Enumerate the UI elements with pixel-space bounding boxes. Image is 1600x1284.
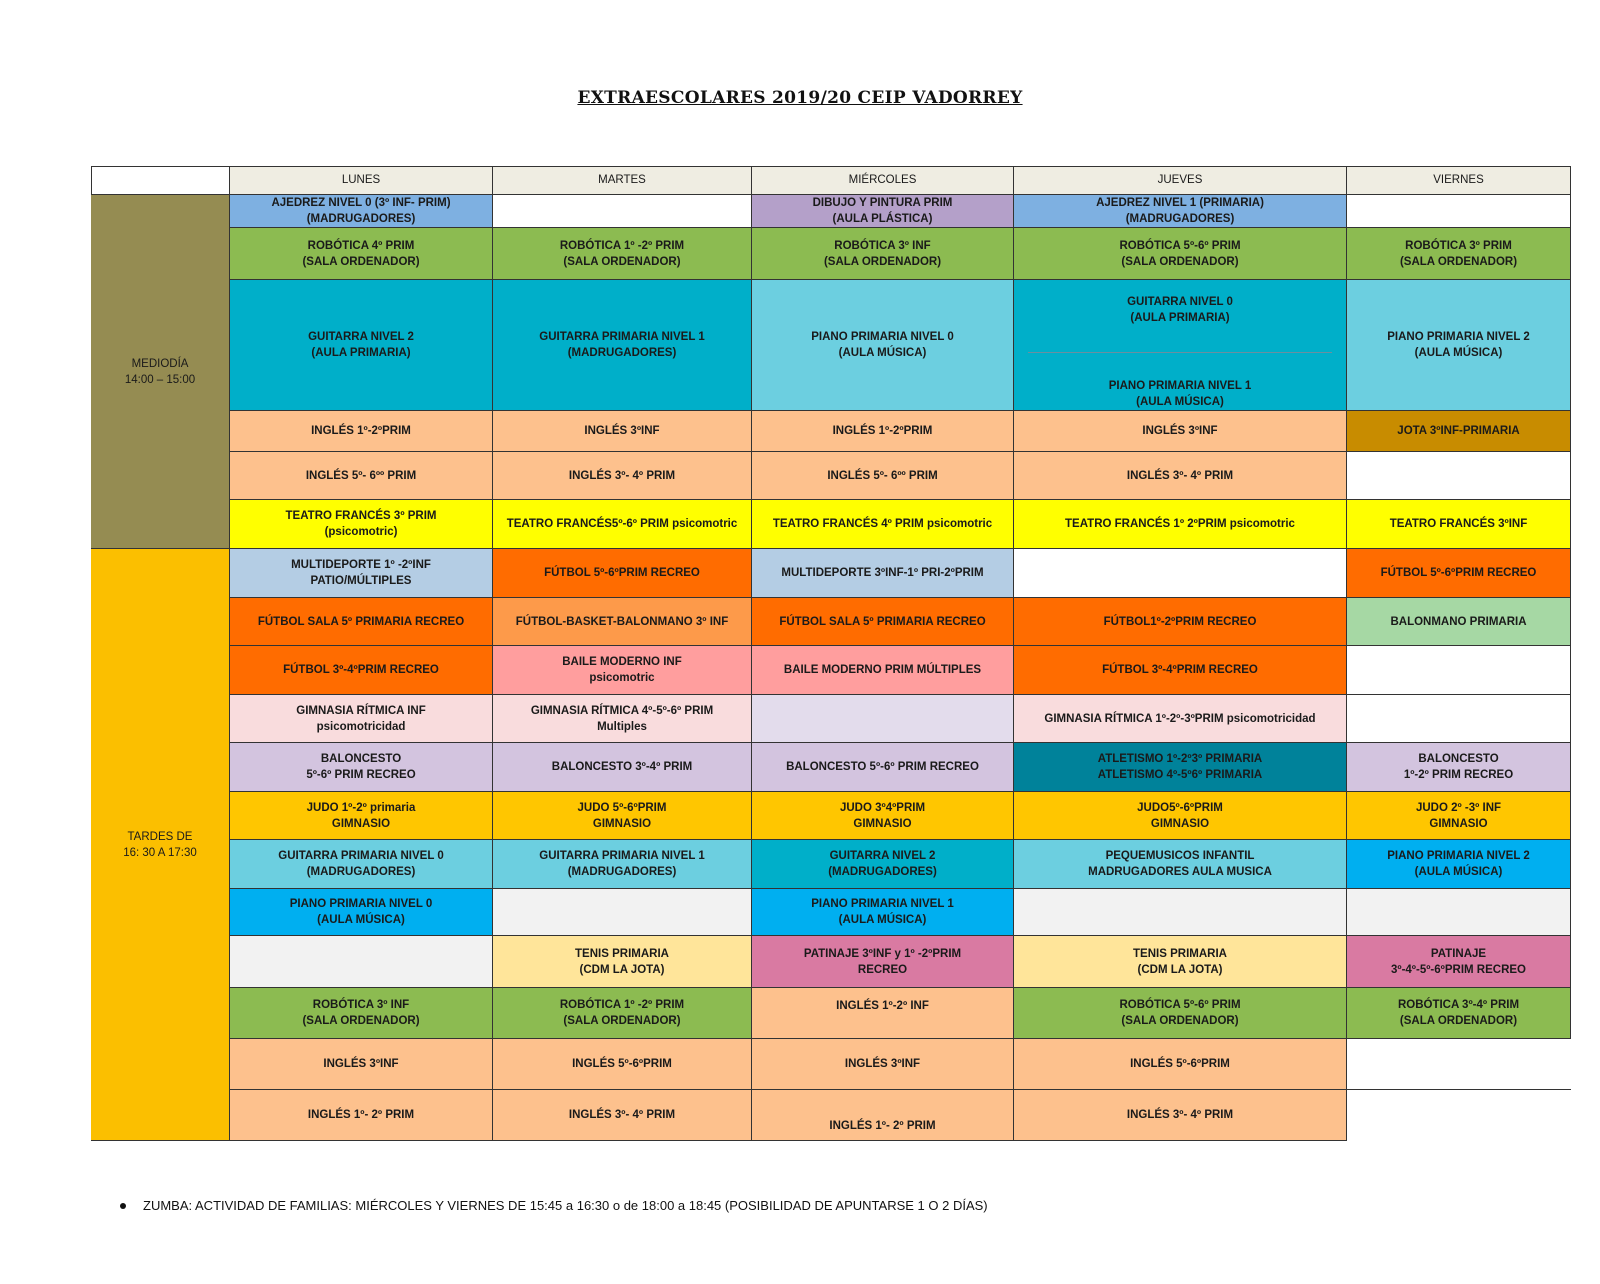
activity-cell: TENIS PRIMARIA (CDM LA JOTA) [1014,936,1347,988]
activity-cell: AJEDREZ NIVEL 0 (3º INF- PRIM) (MADRUGADORES) [230,195,493,228]
activity-cell: PIANO PRIMARIA NIVEL 1 (AULA MÚSICA) [752,889,1014,936]
activity-cell: TENIS PRIMARIA (CDM LA JOTA) [493,936,752,988]
activity-cell: INGLÉS 5º- 6ºº PRIM [752,452,1014,500]
activity-cell: FÚTBOL 3º-4ºPRIM RECREO [230,646,493,695]
activity-cell: TEATRO FRANCÉS 3º PRIM (psicomotric) [230,500,493,549]
activity-cell: INGLÉS 5º- 6ºº PRIM [230,452,493,500]
activity-cell: INGLÉS 3ºINF [1014,411,1347,452]
activity-cell: GUITARRA NIVEL 2 (AULA PRIMARIA) [230,280,493,411]
empty-cell [1347,1090,1571,1141]
activity-cell: PEQUEMUSICOS INFANTIL MADRUGADORES AULA MUSICA [1014,840,1347,889]
activity-cell: TEATRO FRANCÉS 1º 2ºPRIM psicomotric [1014,500,1347,549]
day-header-3: MIÉRCOLES [752,166,1014,195]
empty-cell [1347,646,1571,695]
activity-cell: PIANO PRIMARIA NIVEL 2 (AULA MÚSICA) [1347,280,1571,411]
day-header-4: JUEVES [1014,166,1347,195]
activity-cell: TEATRO FRANCÉS5º-6º PRIM psicomotric [493,500,752,549]
activity-cell: INGLÉS 1º- 2º PRIM [752,1090,1014,1141]
activity-cell: ROBÓTICA 1º -2º PRIM (SALA ORDENADOR) [493,988,752,1039]
activity-cell: JOTA 3ºINF-PRIMARIA [1347,411,1571,452]
activity-cell: ROBÓTICA 4º PRIM (SALA ORDENADOR) [230,228,493,280]
activity-cell: PATINAJE 3º-4º-5º-6ºPRIM RECREO [1347,936,1571,988]
activity-cell: ROBÓTICA 3º PRIM (SALA ORDENADOR) [1347,228,1571,280]
activity-cell: MULTIDEPORTE 1º -2ºINF PATIO/MÚLTIPLES [230,549,493,598]
empty-cell [1347,195,1571,228]
activity-cell: FÚTBOL 5º-6ºPRIM RECREO [1347,549,1571,598]
activity-cell: ATLETISMO 1º-2º3º PRIMARIA ATLETISMO 4º-5º6º PRIMARIA [1014,743,1347,792]
day-header-1: LUNES [230,166,493,195]
cell-divider [1028,352,1333,353]
empty-cell [752,695,1014,743]
empty-cell [1347,695,1571,743]
day-header-5: VIERNES [1347,166,1571,195]
page-title: EXTRAESCOLARES 2019/20 CEIP VADORREY [577,88,1023,108]
activity-cell: GUITARRA PRIMARIA NIVEL 0 (MADRUGADORES) [230,840,493,889]
activity-cell: INGLÉS 1º- 2º PRIM [230,1090,493,1141]
activity-cell: GUITARRA NIVEL 0 (AULA PRIMARIA) [1127,296,1233,324]
activity-cell: FÚTBOL 3º-4ºPRIM RECREO [1014,646,1347,695]
activity-cell: JUDO 1º-2º primaria GIMNASIO [230,792,493,840]
activity-cell-split [1014,280,1347,411]
empty-cell [1347,452,1571,500]
day-header-2: MARTES [493,166,752,195]
activity-cell: GUITARRA PRIMARIA NIVEL 1 (MADRUGADORES) [493,280,752,411]
footnote-text: ZUMBA: ACTIVIDAD DE FAMILIAS: MIÉRCOLES Y VIERNES DE 15:45 a 16:30 o de 18:00 a 18:45 (POSIBILIDAD DE APUNTARSE 1 O 2 DÍAS) [143,1198,988,1213]
activity-cell: FÚTBOL-BASKET-BALONMANO 3º INF [493,598,752,646]
activity-cell: PATINAJE 3ºINF y 1º -2ºPRIM RECREO [752,936,1014,988]
activity-cell: FÚTBOL SALA 5º PRIMARIA RECREO [230,598,493,646]
activity-cell: INGLÉS 5º-6ºPRIM [1014,1039,1347,1090]
activity-cell: AJEDREZ NIVEL 1 (PRIMARIA) (MADRUGADORES) [1014,195,1347,228]
activity-cell: BAILE MODERNO INF psicomotric [493,646,752,695]
activity-cell: PIANO PRIMARIA NIVEL 1 (AULA MÚSICA) [1108,380,1252,408]
activity-cell: PIANO PRIMARIA NIVEL 0 (AULA MÚSICA) [230,889,493,936]
activity-cell: BALONCESTO 5º-6º PRIM RECREO [752,743,1014,792]
activity-cell: PIANO PRIMARIA NIVEL 0 (AULA MÚSICA) [752,280,1014,411]
activity-cell: GUITARRA NIVEL 2 (MADRUGADORES) [752,840,1014,889]
activity-cell: JUDO 2º -3º INF GIMNASIO [1347,792,1571,840]
empty-cell [230,936,493,988]
activity-cell: INGLÉS 3ºINF [752,1039,1014,1090]
activity-cell: ROBÓTICA 1º -2º PRIM (SALA ORDENADOR) [493,228,752,280]
activity-cell: INGLÉS 3º- 4º PRIM [1014,452,1347,500]
activity-cell: FÚTBOL SALA 5º PRIMARIA RECREO [752,598,1014,646]
empty-cell [1347,889,1571,936]
activity-cell: BALONCESTO 3º-4º PRIM [493,743,752,792]
activity-cell: ROBÓTICA 3º INF (SALA ORDENADOR) [752,228,1014,280]
activity-cell: ROBÓTICA 5º-6º PRIM (SALA ORDENADOR) [1014,228,1347,280]
activity-cell: BALONCESTO 1º-2º PRIM RECREO [1347,743,1571,792]
activity-cell: FÚTBOL 5º-6ºPRIM RECREO [493,549,752,598]
activity-cell: INGLÉS 3ºINF [230,1039,493,1090]
activity-cell: INGLÉS 3º- 4º PRIM [493,1090,752,1141]
activity-cell: JUDO 5º-6ºPRIM GIMNASIO [493,792,752,840]
activity-cell: INGLÉS 1º-2ºPRIM [230,411,493,452]
activity-cell: BALONCESTO 5º-6º PRIM RECREO [230,743,493,792]
activity-cell: JUDO5º-6ºPRIM GIMNASIO [1014,792,1347,840]
activity-cell: DIBUJO Y PINTURA PRIM (AULA PLÁSTICA) [752,195,1014,228]
empty-cell [1014,889,1347,936]
empty-cell [493,889,752,936]
empty-cell [1014,549,1347,598]
activity-cell: JUDO 3º4ºPRIM GIMNASIO [752,792,1014,840]
activity-cell: FÚTBOL1º-2ºPRIM RECREO [1014,598,1347,646]
empty-cell [493,195,752,228]
activity-cell: TEATRO FRANCÉS 3ºINF [1347,500,1571,549]
activity-cell: BALONMANO PRIMARIA [1347,598,1571,646]
header-corner [91,166,230,195]
activity-cell: PIANO PRIMARIA NIVEL 2 (AULA MÚSICA) [1347,840,1571,889]
block-tardes: TARDES DE 16: 30 A 17:30 [91,549,230,1141]
footnote [120,1198,988,1213]
schedule-table [91,166,1571,1153]
activity-cell: ROBÓTICA 5º-6º PRIM (SALA ORDENADOR) [1014,988,1347,1039]
activity-cell: INGLÉS 3º- 4º PRIM [1014,1090,1347,1141]
activity-cell: GUITARRA PRIMARIA NIVEL 1 (MADRUGADORES) [493,840,752,889]
activity-cell: MULTIDEPORTE 3ºINF-1º PRI-2ºPRIM [752,549,1014,598]
activity-cell: BAILE MODERNO PRIM MÚLTIPLES [752,646,1014,695]
activity-cell: TEATRO FRANCÉS 4º PRIM psicomotric [752,500,1014,549]
activity-cell: GIMNASIA RÍTMICA 1º-2º-3ºPRIM psicomotricidad [1014,695,1347,743]
activity-cell: INGLÉS 1º-2ºPRIM [752,411,1014,452]
activity-cell: INGLÉS 3ºINF [493,411,752,452]
activity-cell: INGLÉS 5º-6ºPRIM [493,1039,752,1090]
activity-cell: INGLÉS 1º-2º INF [752,988,1014,1039]
block-mediodia: MEDIODÍA 14:00 – 15:00 [91,195,230,549]
activity-cell: GIMNASIA RÍTMICA 4º-5º-6º PRIM Multiples [493,695,752,743]
bullet-icon [120,1203,126,1209]
activity-cell: ROBÓTICA 3º-4º PRIM (SALA ORDENADOR) [1347,988,1571,1039]
empty-cell [1347,1039,1571,1090]
activity-cell: ROBÓTICA 3º INF (SALA ORDENADOR) [230,988,493,1039]
activity-cell: INGLÉS 3º- 4º PRIM [493,452,752,500]
activity-cell: GIMNASIA RÍTMICA INF psicomotricidad [230,695,493,743]
